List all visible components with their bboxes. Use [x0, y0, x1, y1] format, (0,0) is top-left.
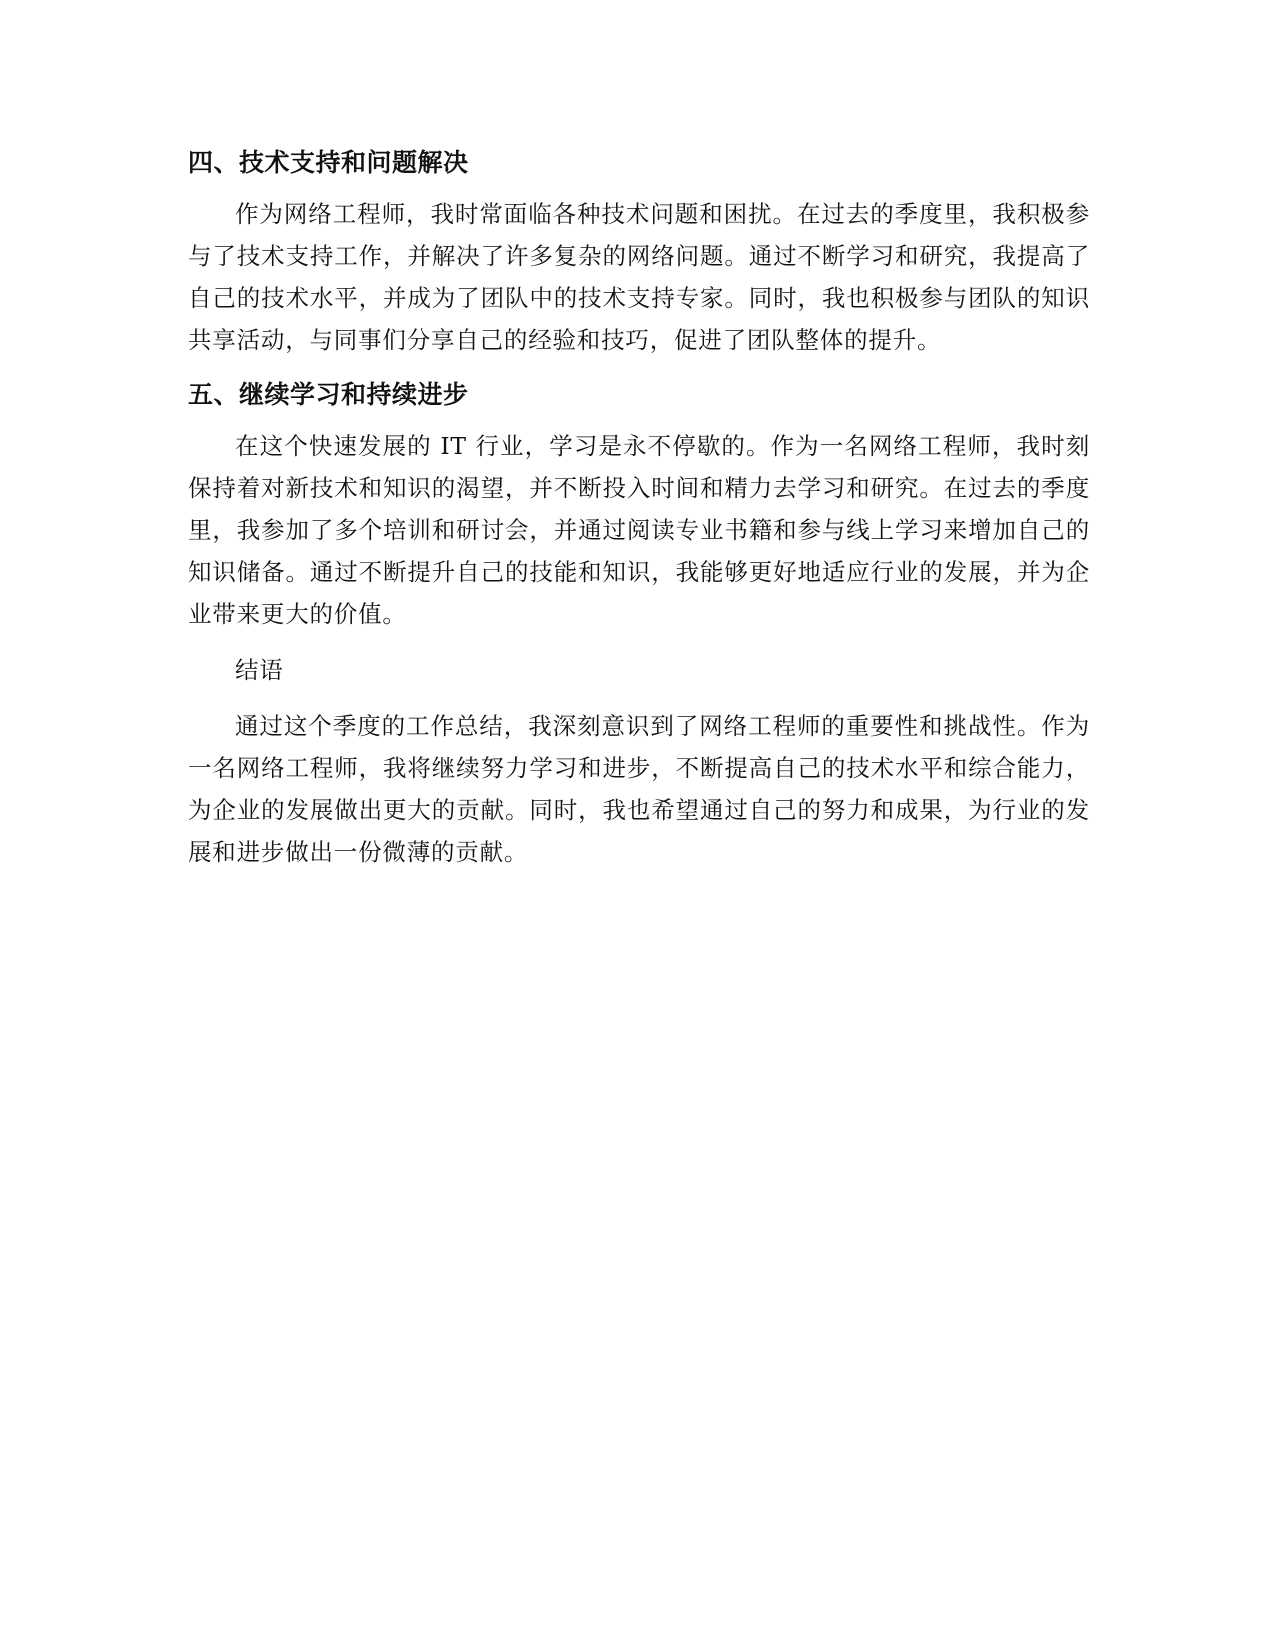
section-4-paragraph: 作为网络工程师，我时常面临各种技术问题和困扰。在过去的季度里，我积极参与了技术支持工作，并解决了许多复杂的网络问题。通过不断学习和研究，我提高了自己的技术水平，并成为了团队中的技术支持专家。同时，我也积极参与团队的知识共享活动，与同事们分享自己的经验和技巧，促进了团队整体的提升。 — [188, 200, 1090, 354]
conclusion-paragraph: 通过这个季度的工作总结，我深刻意识到了网络工程师的重要性和挑战性。作为一名网络工程师，我将继续努力学习和进步，不断提高自己的技术水平和综合能力，为企业的发展做出更大的贡献。同时，我也希望通过自己的努力和成果，为行业的发展和进步做出一份微薄的贡献。 — [188, 712, 1090, 866]
conclusion-label: 结语 — [235, 656, 284, 684]
document-content — [188, 143, 1090, 887]
section-4-heading: 四、技术支持和问题解决 — [188, 148, 469, 177]
section-5-paragraph: 在这个快速发展的 IT 行业，学习是永不停歇的。作为一名网络工程师，我时刻保持着对新技术和知识的渴望，并不断投入时间和精力去学习和研究。在过去的季度里，我参加了多个培训和研讨会，并通过阅读专业书籍和参与线上学习来增加自己的知识储备。通过不断提升自己的技能和知识，我能够更好地适应行业的发展，并为企业带来更大的价值。 — [188, 432, 1090, 628]
section-5-heading: 五、继续学习和持续进步 — [188, 380, 469, 409]
